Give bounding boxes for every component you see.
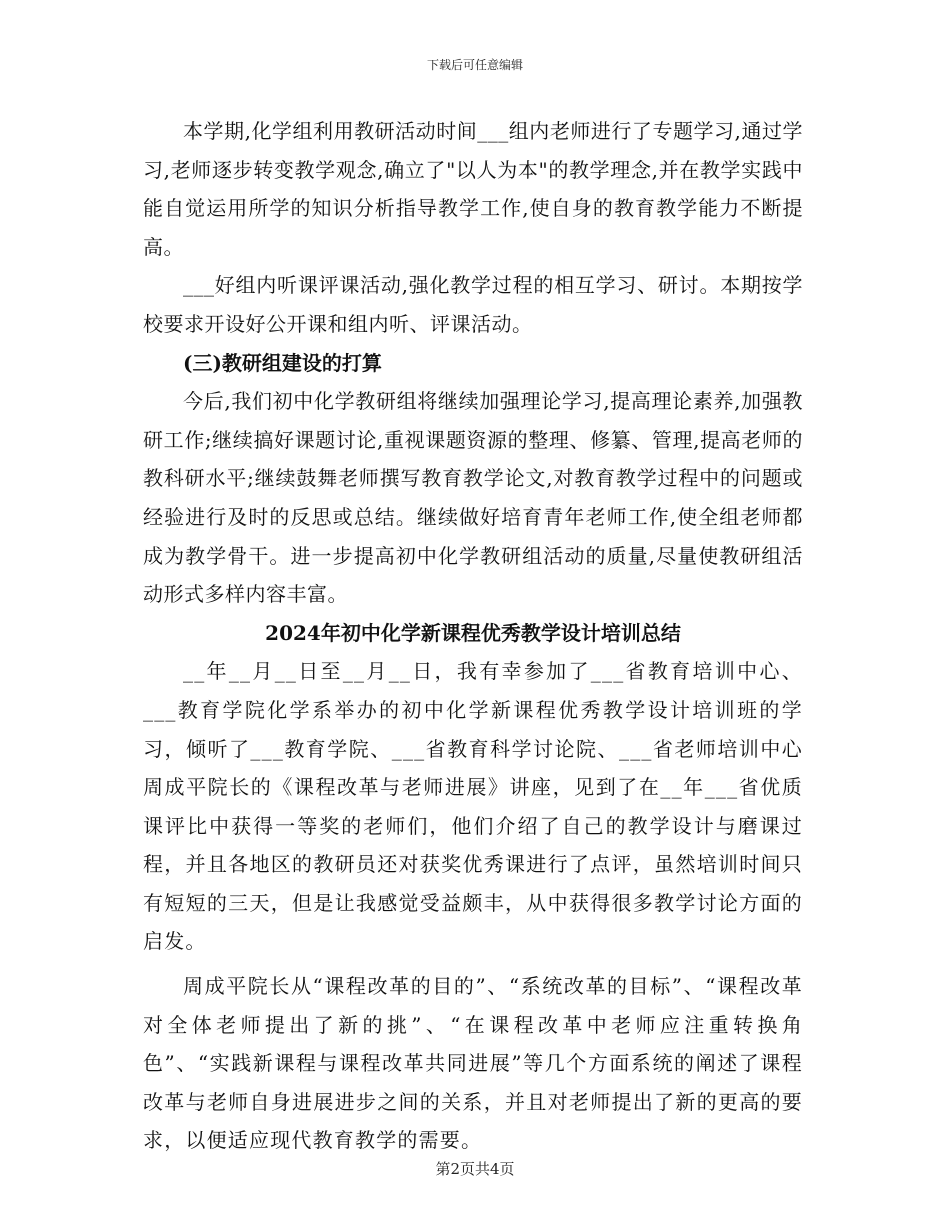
document-body xyxy=(143,112,803,1160)
paragraph-study: 本学期,化学组利用教研活动时间___组内老师进行了专题学习,通过学习,老师逐步转变教学观念,确立了"以人为本"的教学理念,并在教学实践中能自觉运用所学的知识分析指导教学工作,使自身的教育教学能力不断提高。 xyxy=(143,119,803,259)
section-heading-plan: (三)教研组建设的打算 xyxy=(183,350,382,375)
article-title: 2024年初中化学新课程优秀教学设计培训总结 xyxy=(265,620,681,645)
page-header: 下载后可任意编辑 xyxy=(426,58,523,72)
paragraph-lesson-review: ___好组内听课评课活动,强化教学过程的相互学习、研讨。本期按学校要求开设好公开课和组内听、评课活动。 xyxy=(143,273,803,336)
page-footer: 第2页共4页 xyxy=(435,1160,515,1178)
paragraph-lecture-summary: 周成平院长从“课程改革的目的”、“系统改革的目标”、“课程改革对全体老师提出了新的挑”、“在课程改革中老师应注重转换角色”、“实践新课程与课程改革共同进展”等几个方面系统的阐述了课程改革与老师自身进展进步之间的关系，并且对老师提出了新的更高的要求，以便适应现代教育教学的需要。 xyxy=(143,974,803,1153)
paragraph-future-plan: 今后,我们初中化学教研组将继续加强理论学习,提高理论素养,加强教研工作;继续搞好课题讨论,重视课题资源的整理、修纂、管理,提高老师的教科研水平;继续鼓舞老师撰写教育教学论文,对教育教学过程中的问题或经验进行及时的反思或总结。继续做好培育青年老师工作,使全组老师都成为教学骨干。进一步提高初中化学教研组活动的质量,尽量使教研组活动形式多样内容丰富。 xyxy=(143,389,803,607)
paragraph-training-intro: __年__月__日至__月__日，我有幸参加了___省教育培训中心、___教育学院化学系举办的初中化学新课程优秀教学设计培训班的学习，倾听了___教育学院、___省教育科学讨论院、___省老师培训中心周成平院长的《课程改革与老师进展》讲座，见到了在__年___省优质课评比中获得一等奖的老师们，他们介绍了自己的教学设计与磨课过程，并且各地区的教研员还对获奖优秀课进行了点评，虽然培训时间只有短短的三天，但是让我感觉受益颇丰，从中获得很多教学讨论方面的启发。 xyxy=(143,659,803,954)
